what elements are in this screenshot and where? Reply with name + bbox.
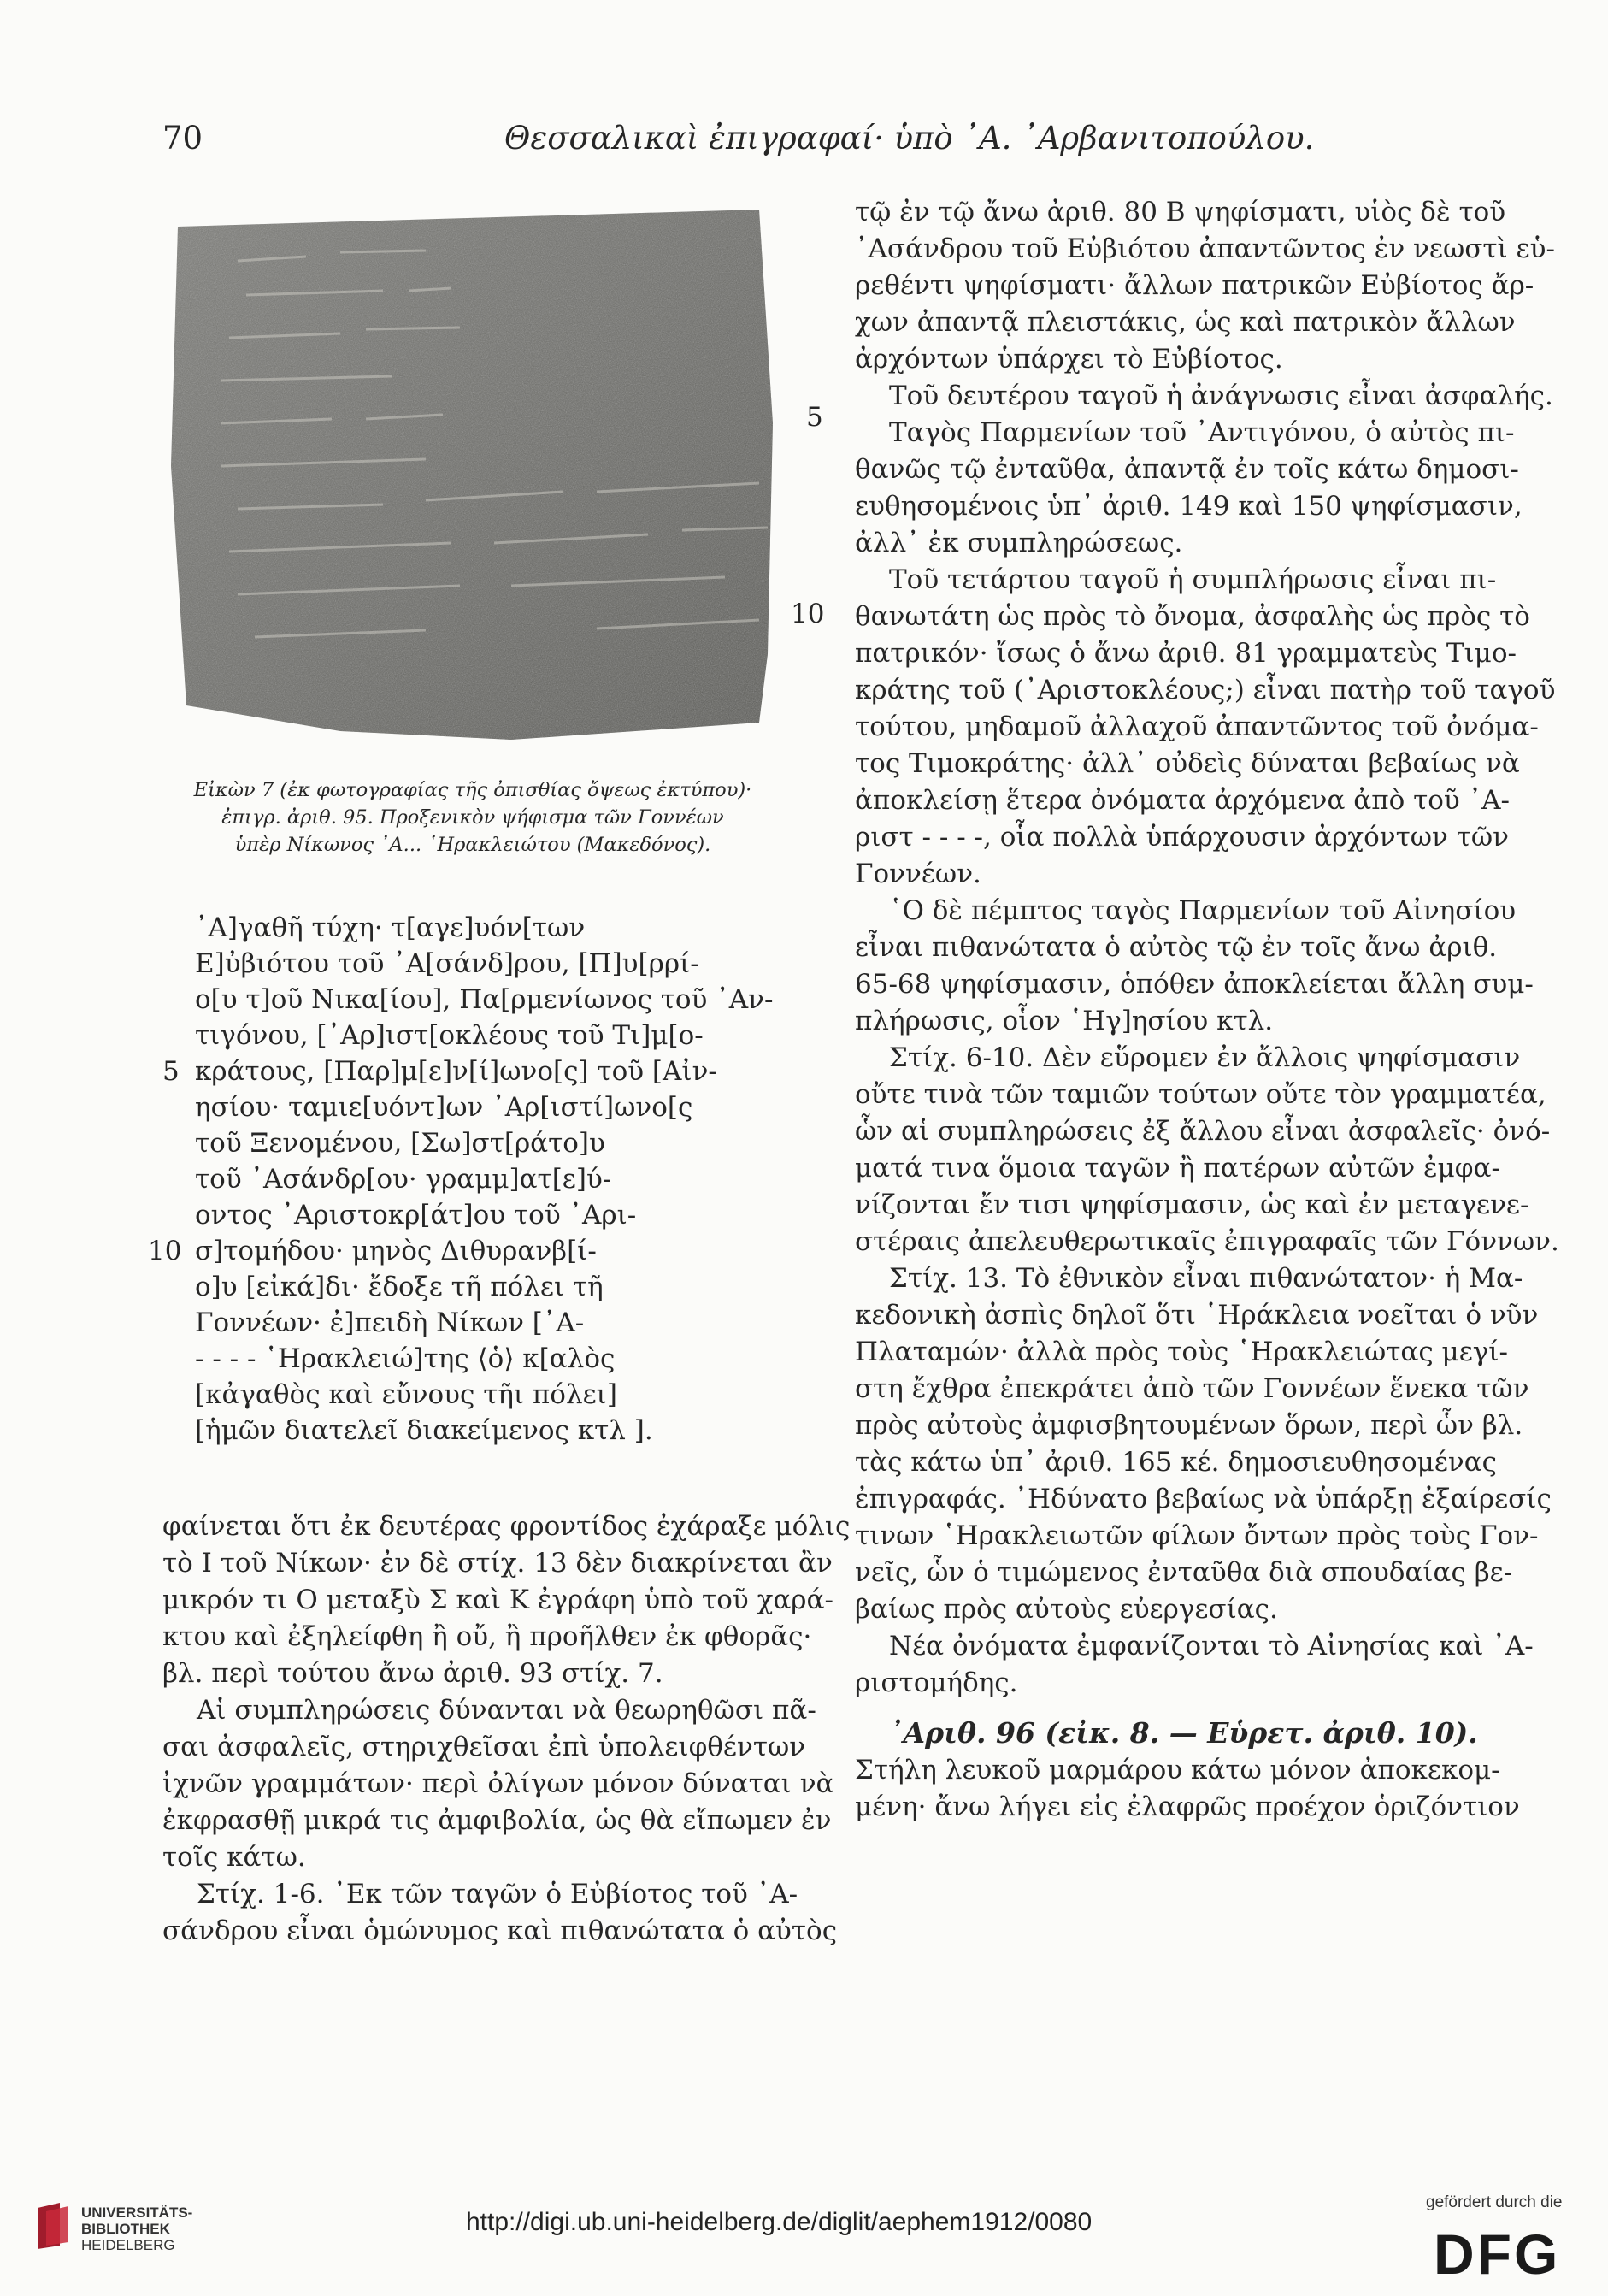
page-number: 70 (162, 120, 203, 156)
text-line: ᾿Ασάνδρου τοῦ Εὐβιότου ἀπαντῶντος ἐν νεωστὶ εὑ- (855, 233, 1555, 264)
text-line: ριστομήδης. (855, 1667, 1018, 1698)
library-line: BIBLIOTHEK (81, 2221, 170, 2237)
right-column (855, 197, 1559, 2044)
text-line: τὰς κάτω ὑπ᾿ ἀριθ. 165 κέ. δημοσιευθησομένας (855, 1447, 1497, 1478)
text-line: ματά τινα ὅμοια ταγῶν ἢ πατέρων αὐτῶν ἐμφα- (855, 1153, 1500, 1183)
library-line: HEIDELBERG (81, 2237, 175, 2253)
text-line: νίζονται ἔν τισι ψηφίσμασιν, ὡς καὶ ἐν μεταγενε- (855, 1189, 1529, 1220)
text-line: φαίνεται ὅτι ἐκ δευτέρας φροντίδος ἐχάραξε μόλις (162, 1511, 851, 1542)
caption-line: ἐπιγρ. ἀριθ. 95. Προξενικὸν ψήφισμα τῶν Γοννέων (221, 806, 724, 829)
text-line: τος Τιμοκράτης· ἀλλ᾿ οὐδεὶς δύναται βεβαίως νὰ (855, 748, 1520, 779)
text-line: ἐκφρασθῇ μικρά τις ἀμφιβολία, ὡς θὰ εἴπωμεν ἐν (162, 1805, 832, 1836)
text-line: τὸ Ι τοῦ Νίκων· ἐν δὲ στίχ. 13 δὲν διακρίνεται ἂν (162, 1548, 833, 1579)
text-line: 65-68 ψηφίσμασιν, ὁπόθεν ἀποκλείεται ἄλλη συμ- (855, 969, 1534, 1000)
text-line: πλήρωσις, οἷον ῾Ηγ]ησίου κτλ. (855, 1006, 1274, 1036)
section-heading: ᾿Αριθ. 96 (εἰκ. 8. — Εὑρετ. ἀριθ. 10). (889, 1716, 1478, 1750)
text-line: Ταγὸς Παρμενίων τοῦ ᾿Αντιγόνου, ὁ αὐτὸς πι- (889, 417, 1515, 448)
text-line: μένη· ἄνω λήγει εἰς ἐλαφρῶς προέχον ὁριζόντιον (855, 1791, 1520, 1822)
inscription-line: - - - - ῾Ηρακλειώ]της ⟨ὁ⟩ κ[αλὸς (195, 1343, 616, 1374)
inscription-line: Ε]ὐβιότου τοῦ ᾿Α[σάνδ]ρου, [Π]υ[ρρί- (195, 948, 699, 979)
text-line: σαι ἀσφαλεῖς, στηριχθεῖσαι ἐπὶ ὑπολειφθέντων (162, 1732, 806, 1762)
text-line: οὔτε τινὰ τῶν ταμιῶν τούτων οὔτε τὸν γραμματέα, (855, 1079, 1546, 1110)
text-line: Στίχ. 1-6. ᾿Εκ τῶν ταγῶν ὁ Εὐβίοτος τοῦ ᾿Α- (197, 1879, 798, 1909)
inscription-line: ησίου· ταμιε[υόντ]ων ᾿Αρ[ιστί]ωνο[ς (195, 1092, 693, 1123)
inscription-line: ο]υ [εἰκά]δι· ἔδοξε τῆ πόλει τῆ (195, 1272, 604, 1302)
dfg-logo: DFG (1434, 2222, 1561, 2286)
inscription-line: [κἀγαθὸς καὶ εὔνους τῆι πόλει] (195, 1379, 617, 1410)
text-line: τῷ ἐν τῷ ἄνω ἀριθ. 80 B ψηφίσματι, υἱὸς δὲ τοῦ (855, 197, 1506, 227)
library-name (81, 2205, 192, 2253)
text-line: πατρικόν· ἴσως ὁ ἄνω ἀριθ. 81 γραμματεὺς Τιμο- (855, 638, 1517, 669)
inscription-line: οντος ᾿Αριστοκρ[άτ]ου τοῦ ᾿Αρι- (195, 1200, 637, 1231)
inscription-photo (169, 210, 776, 748)
text-line: κεδονικὴ ἀσπὶς δηλοῖ ὅτι ῾Ηράκλεια νοεῖται ὁ νῦν (855, 1300, 1539, 1331)
text-line: θανῶς τῷ ἐνταῦθα, ἀπαντᾷ ἐν τοῖς κάτω δημοσι- (855, 454, 1519, 485)
inscription-line: σ]τομήδου· μηνὸς Διθυρανβ[ί- (195, 1236, 597, 1266)
figure-caption (171, 776, 775, 859)
text-line: ευθησομένοις ὑπ᾿ ἀριθ. 149 καὶ 150 ψηφίσμασιν, (855, 491, 1523, 522)
inscription-line: τοῦ Ξενομένου, [Σω]στ[ράτο]υ (195, 1128, 605, 1159)
text-line: θανωτάτη ὡς πρὸς τὸ ὄνομα, ἀσφαλὴς ὡς πρὸς τὸ (855, 601, 1530, 632)
text-line: τινων ῾Ηρακλειωτῶν φίλων ὄντων πρὸς τοὺς Γον- (855, 1520, 1539, 1551)
text-line: κράτης τοῦ (᾿Αριστοκλέους;) εἶναι πατὴρ τοῦ ταγοῦ (855, 675, 1556, 705)
text-line: στέραις ἀπελευθερωτικαῖς ἐπιγραφαῖς τῶν Γόννων. (855, 1226, 1559, 1257)
text-line: ριστ - - - -, οἷα πολλὰ ὑπάρχουσιν ἀρχόντων τῶν (855, 822, 1509, 853)
page-header (162, 120, 1496, 171)
funded-by-text: gefördert durch die (1426, 2193, 1563, 2211)
text-line: ῾Ο δὲ πέμπτος ταγὸς Παρμενίων τοῦ Αἰνησίου (889, 895, 1517, 926)
text-line: τούτου, μηδαμοῦ ἀλλαχοῦ ἀπαντῶντος τοῦ ὀνόμα- (855, 711, 1539, 742)
inscription-line-number: 10 (148, 1236, 182, 1266)
text-line: νεῖς, ὧν ὁ τιμώμενος ἐνταῦθα διὰ σπουδαίας βε- (855, 1557, 1513, 1588)
text-line: ἀποκλείσῃ ἕτερα ὀνόματα ἀρχόμενα ἀπὸ τοῦ ᾿Α- (855, 785, 1510, 816)
text-line: Αἱ συμπληρώσεις δύνανται νὰ θεωρηθῶσι πᾶ- (197, 1695, 816, 1726)
inscription-line: Γοννέων· ἐ]πειδὴ Νίκων [᾿Α- (195, 1307, 585, 1338)
text-line: ἐπιγραφάς. ᾿Ηδύνατο βεβαίως νὰ ὑπάρξῃ ἐξαίρεσίς (855, 1484, 1552, 1514)
text-line: τοῖς κάτω. (162, 1842, 306, 1873)
text-line: σάνδρου εἶναι ὁμώνυμος καὶ πιθανώτατα ὁ αὐτὸς (162, 1915, 838, 1946)
text-line: στη ἔχθρα ἐπεκράτει ἀπὸ τῶν Γοννέων ἕνεκα τῶν (855, 1373, 1529, 1404)
right-line-number: 10 (791, 599, 825, 629)
text-line: εἶναι πιθανώτατα ὁ αὐτὸς τῷ ἐν τοῖς ἄνω ἀριθ. (855, 932, 1498, 963)
text-line: ὧν αἱ συμπληρώσεις ἐξ ἄλλου εἶναι ἀσφαλεῖς· ὀνό- (855, 1116, 1551, 1147)
inscription-text (195, 912, 810, 1460)
text-line: πρὸς αὐτοὺς ἀμφισβητουμένων ὅρων, περὶ ὧν βλ. (855, 1410, 1523, 1441)
text-line: χων ἀπαντᾷ πλειστάκις, ὡς καὶ πατρικὸν ἄλλων (855, 307, 1516, 338)
text-line: κτου καὶ ἐξηλείφθη ἢ οὔ, ἢ προῆλθεν ἐκ φθορᾶς· (162, 1621, 812, 1652)
text-line: μικρόν τι Ο μεταξὺ Σ καὶ Κ ἐγράφη ὑπὸ τοῦ χαρά- (162, 1585, 833, 1615)
text-line: Στήλη λευκοῦ μαρμάρου κάτω μόνον ἀποκεκομ- (855, 1755, 1500, 1785)
text-line: Πλαταμών· ἀλλὰ πρὸς τοὺς ῾Ηρακλειώτας μεγί- (855, 1337, 1508, 1367)
inscription-line: κράτους, [Παρ]μ[ε]ν[ί]ωνο[ς] τοῦ [Αἰν- (195, 1056, 717, 1087)
caption-line: Εἰκὼν 7 (ἐκ φωτογραφίας τῆς ὀπισθίας ὄψεως ἐκτύπου)· (193, 779, 752, 801)
text-line: βαίως πρὸς αὐτοὺς εὐεργεσίας. (855, 1594, 1278, 1625)
text-line: ἀλλ᾿ ἐκ συμπληρώσεως. (855, 528, 1183, 558)
source-url-link[interactable]: http://digi.ub.uni-heidelberg.de/diglit/aephem1912/0080 (466, 2208, 1093, 2236)
text-line: Γοννέων. (855, 859, 981, 889)
inscription-line: τιγόνου, [᾿Αρ]ιστ[οκλέους τοῦ Τι]μ[ο- (195, 1020, 704, 1051)
text-line: Στίχ. 6-10. Δὲν εὕρομεν ἐν ἄλλοις ψηφίσμασιν (889, 1042, 1521, 1073)
text-line: Τοῦ δευτέρου ταγοῦ ἡ ἀνάγνωσις εἶναι ἀσφαλής. (889, 381, 1553, 411)
text-line: ἀρχόντων ὑπάρχει τὸ Εὐβίοτος. (855, 344, 1283, 375)
text-line: Νέα ὀνόματα ἐμφανίζονται τὸ Αἰνησίας καὶ ᾿Α- (889, 1631, 1534, 1662)
caption-line: ὑπὲρ Νίκωνος ᾿Α... ῾Ηρακλειώτου (Μακεδόνος). (234, 834, 711, 856)
inscription-line-number: 5 (162, 1056, 180, 1087)
inscription-line: ᾿Α]γαθῆ τύχη· τ[αγε]υόν[των (195, 912, 586, 943)
inscription-line: [ἡμῶν διατελεῖ διακείμενος κτλ ]. (195, 1415, 653, 1446)
inscription-line: τοῦ ᾿Ασάνδρ[ου· γραμμ]ατ[ε]ύ- (195, 1164, 612, 1195)
right-line-number: 5 (806, 402, 823, 433)
university-logo-icon (34, 2199, 75, 2251)
inscription-line: ο[υ τ]οῦ Νικα[ίου], Πα[ρμενίωνος τοῦ ᾿Αν- (195, 984, 774, 1015)
library-line: UNIVERSITÄTS- (81, 2205, 193, 2221)
text-line: Στίχ. 13. Τὸ ἐθνικὸν εἶναι πιθανώτατον· ἡ Μα- (889, 1263, 1523, 1294)
left-commentary (162, 1511, 851, 2024)
text-line: Τοῦ τετάρτου ταγοῦ ἡ συμπλήρωσις εἶναι πι- (889, 564, 1497, 595)
text-line: ρεθέντι ψηφίσματι· ἄλλων πατρικῶν Εὐβίοτος ἄρ- (855, 270, 1534, 301)
running-title: Θεσσαλικαὶ ἐπιγραφαί· ὑπὸ ᾿Α. ᾿Αρβανιτοπούλου. (504, 120, 1315, 156)
text-line: βλ. περὶ τούτου ἄνω ἀριθ. 93 στίχ. 7. (162, 1658, 663, 1689)
text-line: ἰχνῶν γραμμάτων· περὶ ὀλίγων μόνον δύναται νὰ (162, 1768, 834, 1799)
